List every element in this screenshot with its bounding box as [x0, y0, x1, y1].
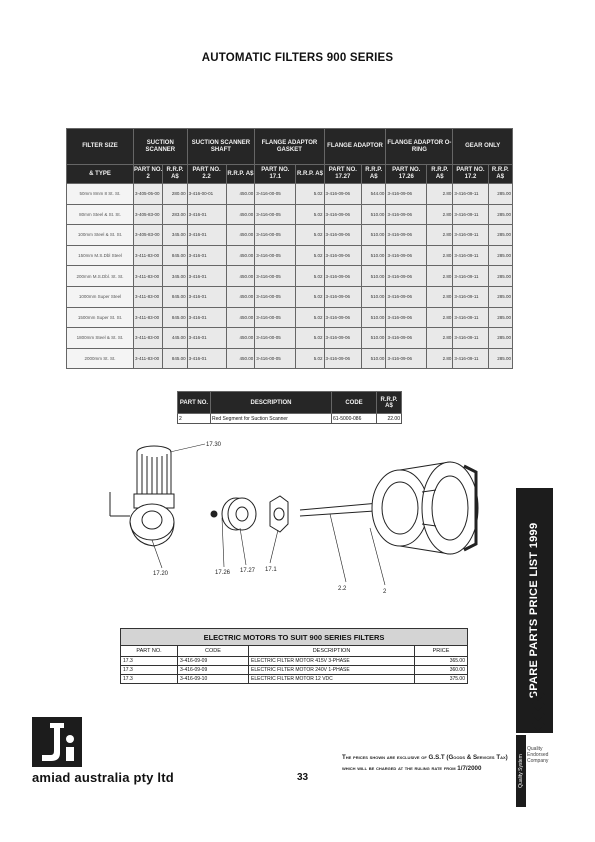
part-number-cell: 3-416-00-05 — [255, 328, 296, 349]
exploded-parts-diagram — [100, 432, 500, 607]
price-cell: 510.00 — [362, 266, 386, 287]
price-cell: 5.02 — [296, 184, 324, 205]
rrp-header: R.R.P. A$ — [226, 165, 255, 184]
price-cell: 5.02 — [296, 204, 324, 225]
rrp-header: R.R.P. A$ — [296, 165, 324, 184]
part-header: PART NO. 17.1 — [255, 165, 296, 184]
part-number-cell: 3-416-09-06 — [324, 266, 362, 287]
table-row — [67, 184, 513, 205]
quality-system-label: Quality System — [518, 754, 524, 788]
part-number-cell: 3-416-09-06 — [324, 225, 362, 246]
price-cell: 345.00 — [163, 225, 187, 246]
seg-rrp-header: R.R.P. A$ — [377, 392, 402, 414]
scanner-shaft-drawing — [300, 462, 478, 554]
part-number-cell: 3-416-09-06 — [386, 348, 427, 369]
motor-description: ELECTRIC FILTER MOTOR 240V 1-PHASE — [249, 666, 415, 675]
table-row — [121, 675, 468, 684]
price-cell: 285.00 — [488, 286, 512, 307]
part-number-cell: 3-411-83-00 — [134, 286, 163, 307]
part-number-cell: 3-411-83-00 — [134, 307, 163, 328]
part-number-cell: 3-416-09-06 — [386, 307, 427, 328]
motor-partno: 17.3 — [121, 666, 178, 675]
table-row — [67, 286, 513, 307]
price-cell: 510.00 — [362, 307, 386, 328]
part-number-cell: 3-416-09-11 — [453, 245, 488, 266]
motor-code: 3-416-09-09 — [178, 666, 249, 675]
seg-description-header: DESCRIPTION — [211, 392, 332, 414]
part-number-cell: 3-416-00-05 — [255, 184, 296, 205]
part-number-cell: 3-411-83-00 — [134, 328, 163, 349]
price-cell: 510.00 — [362, 328, 386, 349]
quality-chevrons-icon — [528, 690, 548, 735]
part-number-cell: 3-416-09-11 — [453, 184, 488, 205]
part-number-cell: 3-405-05-00 — [134, 184, 163, 205]
part-number-cell: 3-416-09-06 — [386, 266, 427, 287]
price-cell: 445.00 — [163, 328, 187, 349]
price-cell: 845.00 — [163, 286, 187, 307]
adaptor-gasket-header: FLANGE ADAPTOR GASKET — [255, 129, 324, 165]
motor-price-header: PRICE — [415, 646, 468, 657]
filter-size-cell: 80mm Steel & St. St. — [67, 204, 134, 225]
price-cell: 2.80 — [427, 204, 453, 225]
part-number-cell: 3-416-09-11 — [453, 348, 488, 369]
seg-price: 22.00 — [377, 414, 402, 424]
price-cell: 845.00 — [163, 307, 187, 328]
part-number-cell: 3-416-09-06 — [324, 245, 362, 266]
price-cell: 285.00 — [488, 328, 512, 349]
motor-drawing — [110, 446, 174, 546]
part-number-cell: 3-416-09-06 — [386, 286, 427, 307]
price-cell: 5.02 — [296, 286, 324, 307]
price-cell: 510.00 — [362, 348, 386, 369]
part-number-cell: 3-416-09-06 — [386, 328, 427, 349]
price-cell: 450.00 — [226, 245, 255, 266]
seg-code: 61-5000-086 — [332, 414, 377, 424]
flange-adaptor-header: FLANGE ADAPTOR — [324, 129, 386, 165]
motor-code-header: CODE — [178, 646, 249, 657]
filter-size-header: FILTER SIZE — [67, 129, 134, 165]
part-number-cell: 3-416-00-05 — [255, 266, 296, 287]
amiad-logo-icon — [32, 717, 82, 767]
label-17-30: 17.30 — [206, 442, 222, 448]
part-header: PART NO. 2.2 — [187, 165, 226, 184]
part-number-cell: 3-416-09-11 — [453, 286, 488, 307]
filter-size-cell: 100mm Steel & St. St. — [67, 225, 134, 246]
gear-only-header: GEAR ONLY — [453, 129, 513, 165]
rrp-header: R.R.P. A$ — [163, 165, 187, 184]
price-cell: 510.00 — [362, 245, 386, 266]
table-row — [67, 225, 513, 246]
segment-table — [177, 391, 402, 424]
part-number-cell: 3-416-09-06 — [386, 184, 427, 205]
motor-partno-header: PART NO. — [121, 646, 178, 657]
part-number-cell: 3-416-00-05 — [255, 286, 296, 307]
price-cell: 5.02 — [296, 307, 324, 328]
motor-description: ELECTRIC FILTER MOTOR 415V 3-PHASE — [249, 657, 415, 666]
price-cell: 2.80 — [427, 348, 453, 369]
quality-endorsed-caption: Quality Endorsed Company — [527, 746, 549, 764]
price-cell: 285.00 — [488, 204, 512, 225]
motor-table-caption: ELECTRIC MOTORS TO SUIT 900 SERIES FILTERS — [121, 629, 468, 646]
price-cell: 285.00 — [488, 307, 512, 328]
rrp-header: R.R.P. A$ — [488, 165, 512, 184]
price-cell: 2.80 — [427, 245, 453, 266]
label-17-27: 17.27 — [240, 568, 256, 574]
motor-code: 3-416-09-10 — [178, 675, 249, 684]
label-2-2: 2.2 — [338, 586, 347, 592]
motor-code: 3-416-09-09 — [178, 657, 249, 666]
price-cell: 544.00 — [362, 184, 386, 205]
part-number-cell: 3-416-01 — [187, 204, 226, 225]
price-cell: 2.80 — [427, 225, 453, 246]
price-cell: 283.00 — [163, 204, 187, 225]
seg-partno: 2 — [178, 414, 211, 424]
part-number-cell: 3-411-83-00 — [134, 348, 163, 369]
part-number-cell: 3-416-09-06 — [386, 225, 427, 246]
price-cell: 450.00 — [226, 307, 255, 328]
price-cell: 5.02 — [296, 266, 324, 287]
price-cell: 450.00 — [226, 225, 255, 246]
price-cell: 450.00 — [226, 328, 255, 349]
filter-parts-table — [66, 128, 513, 369]
quality-system-tab — [516, 735, 526, 807]
part-number-cell: 3-416-01 — [187, 266, 226, 287]
price-cell: 2.80 — [427, 184, 453, 205]
price-cell: 510.00 — [362, 225, 386, 246]
rrp-header: R.R.P. A$ — [362, 165, 386, 184]
part-number-cell: 3-416-09-11 — [453, 225, 488, 246]
label-17-26: 17.26 — [215, 570, 231, 576]
motor-partno: 17.3 — [121, 675, 178, 684]
suction-scanner-header: SUCTION SCANNER — [134, 129, 188, 165]
price-cell: 345.00 — [163, 266, 187, 287]
price-cell: 510.00 — [362, 204, 386, 225]
part-number-cell: 3-416-01 — [187, 328, 226, 349]
price-cell: 845.00 — [163, 245, 187, 266]
table-row — [67, 266, 513, 287]
part-number-cell: 3-416-00-05 — [255, 307, 296, 328]
label-17-20: 17.20 — [153, 571, 169, 577]
part-number-cell: 3-416-01 — [187, 245, 226, 266]
table-row — [121, 657, 468, 666]
price-cell: 450.00 — [226, 184, 255, 205]
scanner-shaft-header: SUCTION SCANNER SHAFT — [187, 129, 255, 165]
label-17-1: 17.1 — [265, 567, 277, 573]
filter-size-cell: 2000mm St. St. — [67, 348, 134, 369]
price-cell: 285.00 — [488, 348, 512, 369]
motor-description-header: DESCRIPTION — [249, 646, 415, 657]
part-number-cell: 3-416-00-05 — [255, 348, 296, 369]
label-2: 2 — [383, 589, 387, 595]
seg-partno-header: PART NO. — [178, 392, 211, 414]
part-number-cell: 3-416-01 — [187, 307, 226, 328]
price-cell: 2.80 — [427, 328, 453, 349]
part-number-cell: 3-416-09-06 — [324, 328, 362, 349]
table-row — [178, 414, 402, 424]
price-cell: 450.00 — [226, 348, 255, 369]
part-number-cell: 3-405-83-00 — [134, 225, 163, 246]
company-name: amiad australia pty ltd — [32, 770, 174, 785]
motor-price: 365.00 — [415, 657, 468, 666]
motor-price: 360.00 — [415, 666, 468, 675]
part-header: PART NO. 2 — [134, 165, 163, 184]
part-number-cell: 3-416-00-05 — [255, 204, 296, 225]
part-number-cell: 3-416-09-06 — [324, 307, 362, 328]
part-header: PART NO. 17.2 — [453, 165, 488, 184]
price-cell: 2.80 — [427, 307, 453, 328]
filter-type-header: & TYPE — [67, 165, 134, 184]
part-number-cell: 3-405-83-00 — [134, 204, 163, 225]
table-row — [67, 348, 513, 369]
price-cell: 285.00 — [488, 184, 512, 205]
price-cell: 2.80 — [427, 286, 453, 307]
price-cell: 5.02 — [296, 328, 324, 349]
part-number-cell: 3-416-01 — [187, 348, 226, 369]
motor-table — [120, 628, 468, 684]
motor-price: 375.00 — [415, 675, 468, 684]
price-cell: 450.00 — [226, 204, 255, 225]
part-number-cell: 3-416-01 — [187, 286, 226, 307]
part-number-cell: 3-416-00-05 — [255, 225, 296, 246]
part-header: PART NO. 17.27 — [324, 165, 362, 184]
price-cell: 450.00 — [226, 266, 255, 287]
seg-description: Red Segment for Suction Scanner — [211, 414, 332, 424]
price-cell: 450.00 — [226, 286, 255, 307]
table-row — [121, 666, 468, 675]
table-row — [67, 245, 513, 266]
price-cell: 285.00 — [488, 225, 512, 246]
price-cell: 5.02 — [296, 348, 324, 369]
table-row — [67, 204, 513, 225]
part-number-cell: 3-416-09-06 — [324, 184, 362, 205]
rrp-header: R.R.P. A$ — [427, 165, 453, 184]
gst-note: The prices shown are exclusive of G.S.T (Goods & Services Tax) which will be charged at the ruling rate from 1/7/2000 — [342, 754, 508, 772]
part-number-cell: 3-416-00-01 — [187, 184, 226, 205]
price-cell: 845.00 — [163, 348, 187, 369]
filter-size-cell: 200mm M.S.Dbl. St. St. — [67, 266, 134, 287]
part-number-cell: 3-416-09-06 — [324, 204, 362, 225]
price-cell: 285.00 — [488, 245, 512, 266]
price-cell: 2.80 — [427, 266, 453, 287]
price-cell: 5.02 — [296, 225, 324, 246]
seg-code-header: CODE — [332, 392, 377, 414]
filter-size-cell: 150mm M.S.Dbl Steel — [67, 245, 134, 266]
part-number-cell: 3-416-09-11 — [453, 204, 488, 225]
motor-partno: 17.3 — [121, 657, 178, 666]
filter-size-cell: 50mm 8mm 8 St. St. — [67, 184, 134, 205]
table-row — [67, 328, 513, 349]
part-number-cell: 3-416-09-06 — [386, 204, 427, 225]
table-row — [67, 307, 513, 328]
part-number-cell: 3-411-83-00 — [134, 266, 163, 287]
sidebar-title: SPARE PARTS PRICE LIST 1999 — [528, 522, 540, 699]
part-number-cell: 3-416-09-11 — [453, 266, 488, 287]
price-cell: 285.00 — [488, 266, 512, 287]
filter-size-cell: 1800mm Steel & St. St. — [67, 328, 134, 349]
part-header: PART NO. 17.26 — [386, 165, 427, 184]
price-cell: 5.02 — [296, 245, 324, 266]
page-title: AUTOMATIC FILTERS 900 SERIES — [201, 52, 394, 64]
motor-description: ELECTRIC FILTER MOTOR 12 VDC — [249, 675, 415, 684]
part-number-cell: 3-416-09-06 — [324, 348, 362, 369]
part-number-cell: 3-416-09-11 — [453, 307, 488, 328]
filter-size-cell: 1500mm Super St. St. — [67, 307, 134, 328]
part-number-cell: 3-416-09-06 — [386, 245, 427, 266]
part-number-cell: 3-416-01 — [187, 225, 226, 246]
part-number-cell: 3-416-00-05 — [255, 245, 296, 266]
part-number-cell: 3-416-09-06 — [324, 286, 362, 307]
filter-size-cell: 1000mm Super Steel — [67, 286, 134, 307]
adaptor-oring-header: FLANGE ADAPTOR O-RING — [386, 129, 453, 165]
part-number-cell: 3-416-09-11 — [453, 328, 488, 349]
price-cell: 510.00 — [362, 286, 386, 307]
price-cell: 280.00 — [163, 184, 187, 205]
part-number-cell: 3-411-83-00 — [134, 245, 163, 266]
page-number: 33 — [297, 772, 309, 783]
